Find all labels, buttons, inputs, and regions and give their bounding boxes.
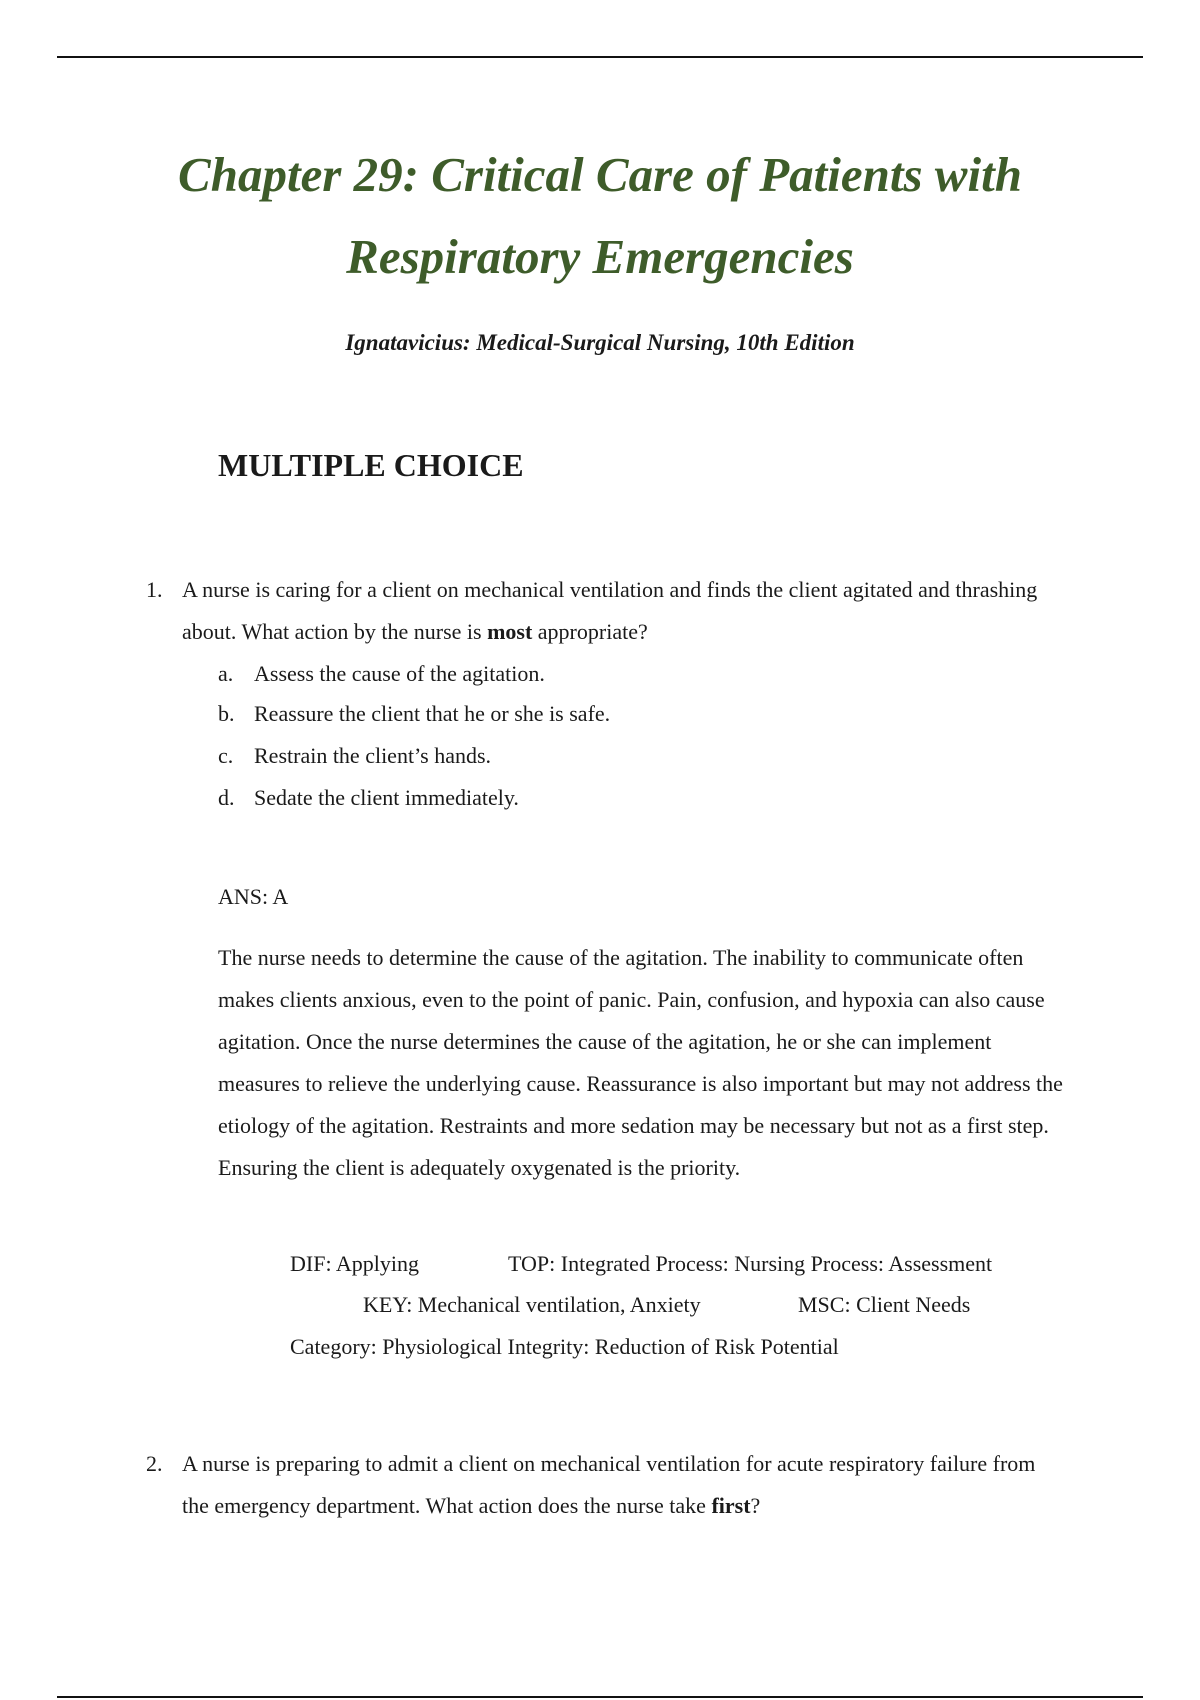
difficulty-tag: DIF: Applying [290,1251,419,1276]
question-stem-text: A nurse is preparing to admit a client on mechanical ventilation for acute respiratory failure from the emergency department. What action does the nurse take [182,1451,1036,1518]
answer-rationale: The nurse needs to determine the cause of the agitation. The inability to communicate often makes clients anxious, even to the point of panic. Pain, confusion, and hypoxia can also cause agitation. Once the nurse determines the cause of the agitation, he or she can implement measures to relieve the underlying cause. Reassurance is also important but may not address the etiology of the agitation. Restraints and more sedation may be necessary but not as a first step. Ensuring the client is adequately oxygenated is the priority. [218,945,1063,1180]
answer-option-b [218,698,610,730]
question-number: 1. [146,577,163,602]
option-letter: d. [218,785,235,810]
question-stem [182,569,1062,653]
category-tag: Category: Physiological Integrity: Reduction of Risk Potential [290,1334,839,1359]
option-letter: a. [218,661,234,686]
section-heading: MULTIPLE CHOICE [218,447,524,483]
option-letter: b. [218,701,235,726]
answer-option-d [218,782,519,814]
option-text: Reassure the client that he or she is safe. [254,701,611,726]
question-stem-emphasis: first [711,1493,751,1518]
top-rule [57,56,1143,58]
topic-tag: TOP: Integrated Process: Nursing Process: Assessment [508,1251,993,1276]
book-subtitle: Ignatavicius: Medical-Surgical Nursing, 10th Edition [345,330,855,355]
answer-option-c [218,740,491,772]
option-text: Sedate the client immediately. [254,785,519,810]
question-stem-text-end: ? [750,1493,761,1518]
question-stem-emphasis: most [487,619,533,644]
option-text: Restrain the client’s hands. [254,743,492,768]
chapter-title-line-2: Respiratory Emergencies [346,229,854,284]
option-text: Assess the cause of the agitation. [254,661,545,686]
bottom-rule [57,1696,1143,1698]
question-stem [182,1443,1062,1527]
question-stem-text-end: appropriate? [532,619,648,644]
client-needs-tag: MSC: Client Needs [798,1292,971,1317]
question-stem-text: A nurse is caring for a client on mechanical ventilation and finds the client agitated and thrashing about. What action by the nurse is [182,577,1038,644]
question-number: 2. [146,1451,163,1476]
chapter-title-line-1: Chapter 29: Critical Care of Patients with [178,147,1022,202]
answer-key: ANS: A [218,884,289,909]
answer-option-a [218,658,545,690]
keywords-tag: KEY: Mechanical ventilation, Anxiety [363,1292,701,1317]
option-letter: c. [218,743,234,768]
